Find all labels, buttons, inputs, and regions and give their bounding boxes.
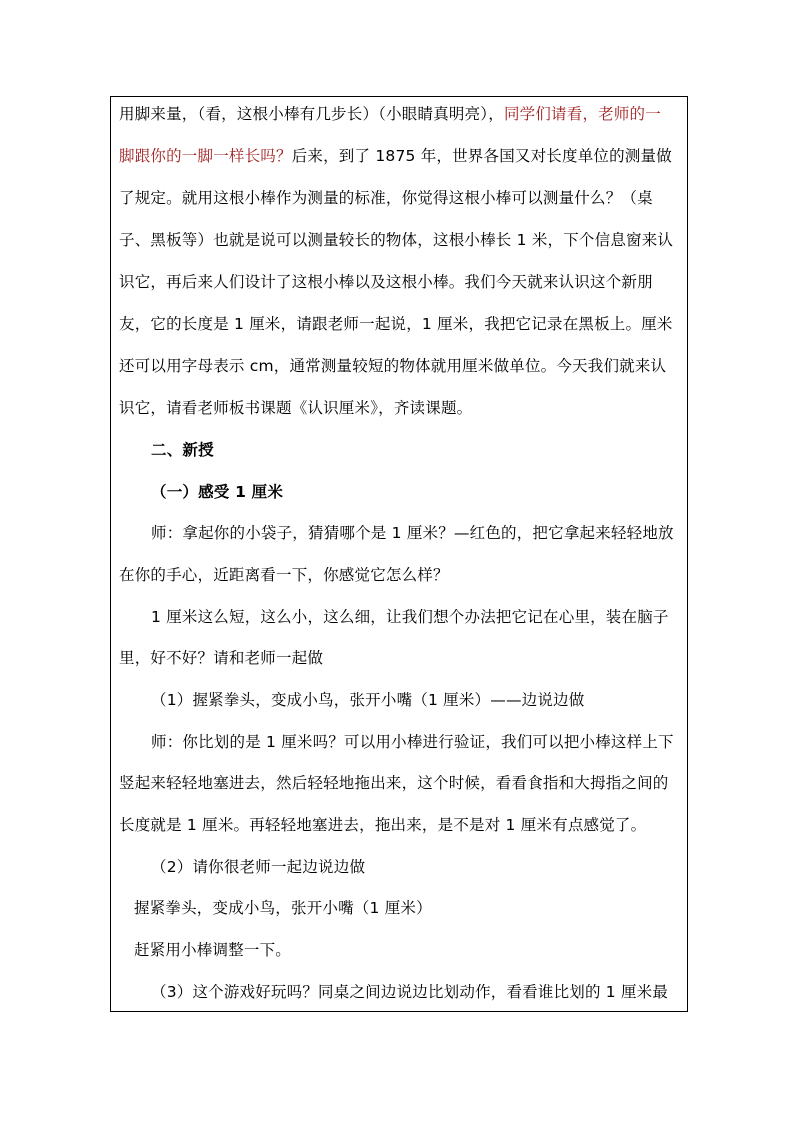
line-1-text: 用脚来量，（看，这根小棒有几步长）（小眼睛真明亮）， xyxy=(119,105,504,123)
paragraph-line-2 xyxy=(119,146,672,166)
paragraph-line-4: 子、黑板等）也就是说可以测量较长的物体，这根小棒长 1 米，下个信息窗来认 xyxy=(119,231,674,249)
paragraph-line-9: 师：拿起你的小袋子，猜猜哪个是 1 厘米？—红色的，把它拿起来轻轻地放 xyxy=(151,524,674,542)
paragraph-line-20: （3）这个游戏好玩吗？同桌之间边说边比划动作，看看谁比划的 1 厘米最 xyxy=(151,983,669,1001)
paragraph-line-5: 识它，再后来人们设计了这根小棒以及这根小棒。我们今天就来认识这个新朋 xyxy=(119,273,653,291)
paragraph-line-8: 识它，请看老师板书课题《认识厘米》，齐读课题。 xyxy=(119,399,473,417)
paragraph-line-3: 了规定。就用这根小棒作为测量的标准，你觉得这根小棒可以测量什么？（桌 xyxy=(119,189,653,207)
paragraph-line-19: 赶紧用小棒调整一下。 xyxy=(134,941,292,959)
paragraph-line-10: 在你的手心，近距离看一下，你感觉它怎么样？ xyxy=(119,566,449,584)
line-1-highlight: 同学们请看，老师的一 xyxy=(503,105,661,123)
paragraph-line-18: 握紧拳头，变成小鸟，张开小嘴（1 厘米） xyxy=(134,899,432,917)
section-heading-new-lesson: 二、新授 xyxy=(151,441,214,459)
paragraph-line-11: 1 厘米这么短，这么小，这么细，让我们想个办法把它记在心里，装在脑子 xyxy=(151,608,669,626)
paragraph-line-15: 竖起来轻轻地塞进去，然后轻轻地拖出来，这个时候，看看食指和大拇指之间的 xyxy=(119,774,669,792)
paragraph-line-1 xyxy=(119,104,661,124)
paragraph-line-7: 还可以用字母表示 cm，通常测量较短的物体就用厘米做单位。今天我们就来认 xyxy=(119,357,667,375)
line-2-text: 后来，到了 1875 年，世界各国又对长度单位的测量做 xyxy=(291,147,672,165)
subsection-heading-feel-1cm: （一）感受 1 厘米 xyxy=(151,483,284,501)
paragraph-line-6: 友，它的长度是 1 厘米，请跟老师一起说，1 厘米，我把它记录在黑板上。厘米 xyxy=(119,315,673,333)
paragraph-line-17: （2）请你很老师一起边说边做 xyxy=(151,858,366,876)
paragraph-line-16: 长度就是 1 厘米。再轻轻地塞进去，拖出来，是不是对 1 厘米有点感觉了。 xyxy=(119,816,647,834)
paragraph-line-14: 师：你比划的是 1 厘米吗？可以用小棒进行验证，我们可以把小棒这样上下 xyxy=(151,733,674,751)
paragraph-line-13: （1）握紧拳头，变成小鸟，张开小嘴（1 厘米）——边说边做 xyxy=(151,691,585,709)
paragraph-line-12: 里，好不好？请和老师一起做 xyxy=(119,649,324,667)
line-2-highlight: 脚跟你的一脚一样长吗？ xyxy=(119,147,292,165)
